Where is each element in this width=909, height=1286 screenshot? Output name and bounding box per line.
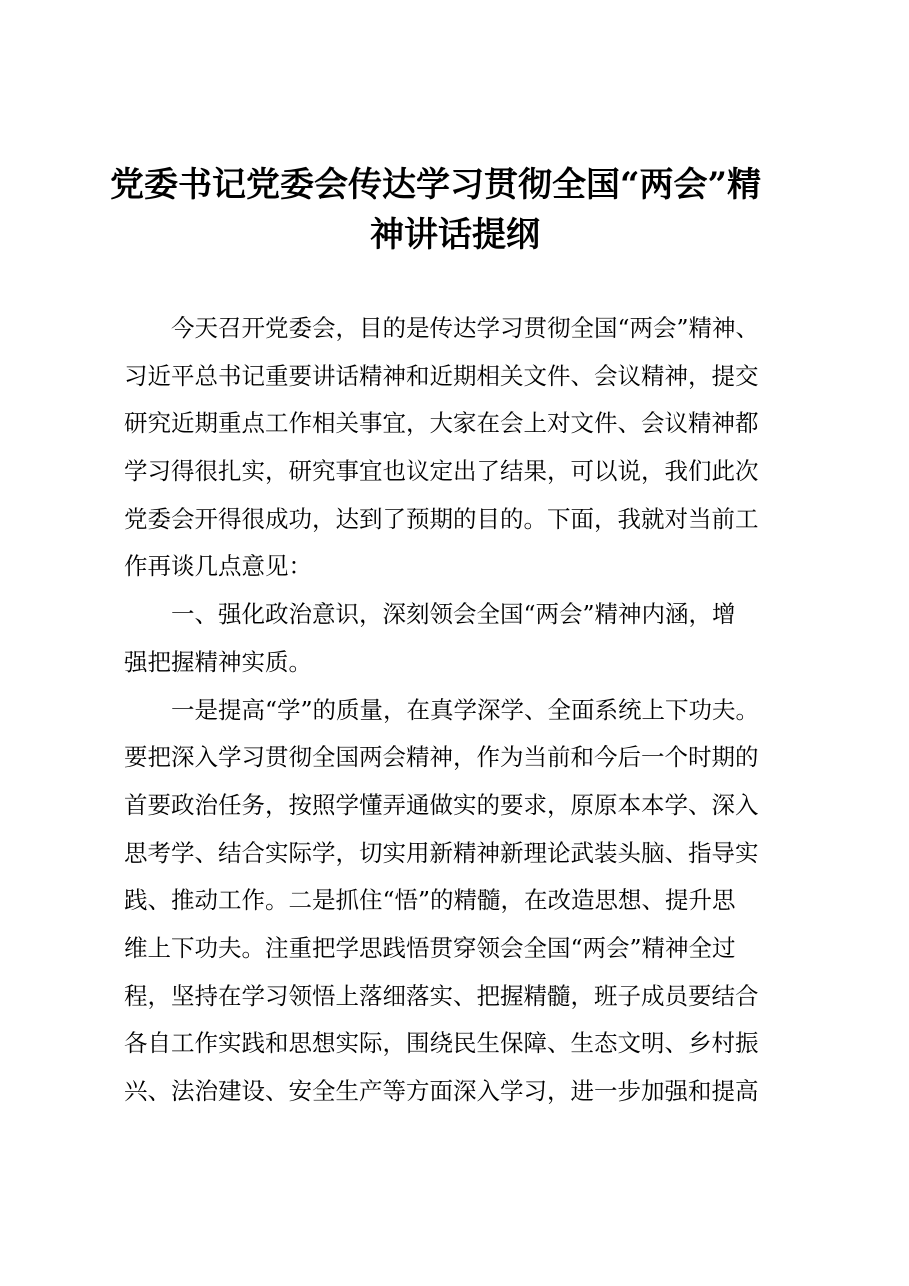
title-line: 党委书记党委会传达学习贯彻全国“两会”精 <box>110 165 762 205</box>
document-body <box>124 305 804 1116</box>
text-line: 维上下功夫。注重把学思践悟贯穿领会全国“两会”精神全过 <box>124 933 736 962</box>
text-line: 首要政治任务，按照学懂弄通做实的要求，原原本本学、深入 <box>124 790 759 819</box>
text-line: 思考学、结合实际学，切实用新精神新理论武装头脑、指导实 <box>124 838 759 867</box>
text-line: 兴、法治建设、安全生产等方面深入学习，进一步加强和提高 <box>124 1077 759 1105</box>
document-title <box>110 160 800 260</box>
paragraph-intro <box>124 305 804 591</box>
paragraph-section-1-body <box>124 687 804 1116</box>
text-line: 作再谈几点意见： <box>124 552 312 581</box>
section-heading-1 <box>124 591 804 686</box>
text-line: 习近平总书记重要讲话精神和近期相关文件、会议精神，提交 <box>124 361 759 390</box>
text-line: 今天召开党委会，目的是传达学习贯彻全国“两会”精神、 <box>171 314 760 342</box>
text-line: 各自工作实践和思想实际，围绕民生保障、生态文明、乡村振 <box>124 1029 759 1058</box>
text-line: 党委会开得很成功，达到了预期的目的。下面，我就对当前工 <box>124 504 759 533</box>
text-line: 一是提高“学”的质量，在真学深学、全面系统上下功夫。 <box>171 695 760 724</box>
text-line: 强把握精神实质。 <box>124 647 312 676</box>
title-line: 神讲话提纲 <box>370 215 540 255</box>
text-line: 研究近期重点工作相关事宜，大家在会上对文件、会议精神都 <box>124 409 759 438</box>
text-line: 践、推动工作。二是抓住“悟”的精髓，在改造思想、提升思 <box>124 886 736 915</box>
text-line: 一、强化政治意识，深刻领会全国“两会”精神内涵，增 <box>171 600 736 629</box>
text-line: 程，坚持在学习领悟上落细落实、把握精髓，班子成员要结合 <box>124 981 759 1010</box>
text-line: 要把深入学习贯彻全国两会精神，作为当前和今后一个时期的 <box>124 743 759 772</box>
text-line: 学习得很扎实，研究事宜也议定出了结果，可以说，我们此次 <box>124 457 759 486</box>
